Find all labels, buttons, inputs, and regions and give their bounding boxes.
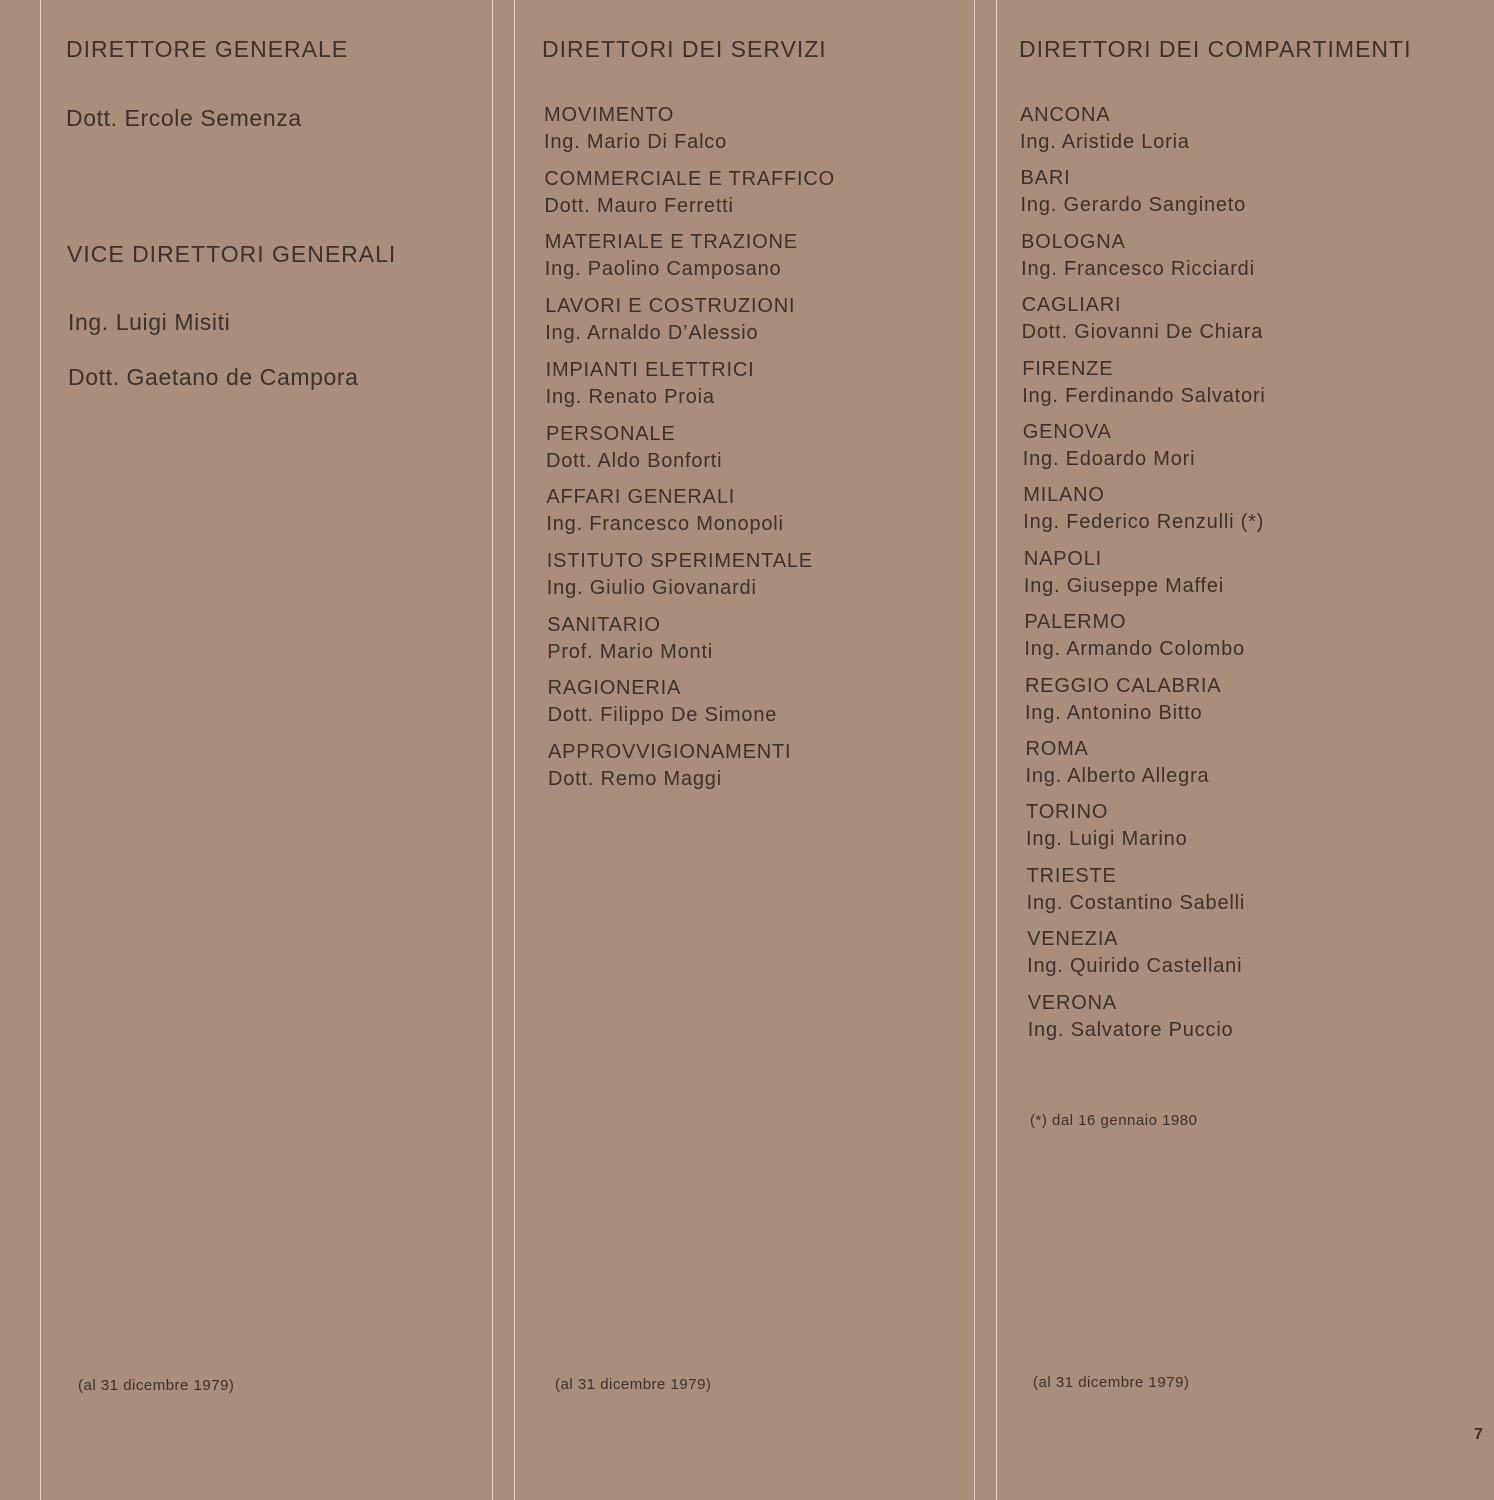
entry-title: COMMERCIALE E TRAFFICO	[544, 167, 835, 190]
page-number: 7	[1474, 1426, 1483, 1443]
list-item	[546, 421, 722, 475]
entry-title: ROMA	[1025, 738, 1089, 760]
entry-name: Ing. Alberto Allegra	[1025, 765, 1210, 787]
entry-title: MATERIALE E TRAZIONE	[544, 231, 798, 254]
entry-name: Ing. Edoardo Mori	[1022, 448, 1196, 470]
list-item	[1026, 736, 1210, 790]
list-item	[1022, 292, 1264, 346]
list-item	[1027, 926, 1242, 980]
entry-name: Dott. Filippo De Simone	[547, 704, 778, 727]
entry-title: ANCONA	[1020, 104, 1111, 126]
entry-title: APPROVVIGIONAMENTI	[548, 741, 792, 763]
entry-name: Ing. Armando Colombo	[1024, 638, 1245, 661]
entry-title: TORINO	[1026, 801, 1109, 824]
entry-title: TRIESTE	[1026, 864, 1117, 887]
entry-name: Ing. Paolino Camposano	[544, 258, 782, 281]
entry-name: Ing. Giuseppe Maffei	[1023, 574, 1225, 597]
entry-title: PERSONALE	[546, 422, 676, 445]
vice-directors-heading: VICE DIRETTORI GENERALI	[67, 241, 397, 267]
list-item	[1023, 482, 1264, 536]
entry-title: MOVIMENTO	[544, 104, 675, 126]
entry-name: Ing. Costantino Sabelli	[1026, 891, 1246, 914]
list-item	[1020, 102, 1190, 156]
list-item	[1025, 673, 1222, 727]
entry-name: Dott. Aldo Bonforti	[546, 449, 723, 472]
entry-name: Ing. Francesco Ricciardi	[1021, 257, 1255, 280]
list-item	[1021, 229, 1255, 283]
date-note: (al 31 dicembre 1979)	[1033, 1374, 1190, 1391]
entry-name: Ing. Luigi Marino	[1026, 828, 1188, 851]
entry-title: GENOVA	[1022, 421, 1112, 443]
list-item	[1022, 356, 1265, 410]
list-item	[544, 102, 727, 156]
entry-name: Ing. Renato Proia	[545, 385, 715, 408]
column-rule-1	[40, 0, 41, 1500]
vice-director-name: Dott. Gaetano de Campora	[68, 364, 359, 390]
list-item	[548, 675, 778, 729]
entry-title: RAGIONERIA	[547, 677, 682, 700]
list-item	[547, 548, 813, 602]
list-item	[544, 166, 835, 220]
entry-name: Dott. Giovanni De Chiara	[1021, 321, 1264, 344]
list-item	[545, 293, 795, 347]
entry-name: Prof. Mario Monti	[547, 640, 714, 663]
entry-title: VENEZIA	[1027, 928, 1119, 951]
entry-title: SANITARIO	[547, 613, 661, 636]
entry-title: FIRENZE	[1022, 357, 1114, 380]
entry-name: Ing. Giulio Giovanardi	[546, 576, 757, 599]
entry-name: Dott. Mauro Ferretti	[544, 194, 734, 217]
entry-title: BARI	[1020, 167, 1071, 190]
services-heading: DIRETTORI DEI SERVIZI	[542, 36, 827, 62]
entry-name: Ing. Francesco Monopoli	[546, 513, 784, 536]
entry-title: MILANO	[1023, 484, 1105, 507]
list-item	[1021, 165, 1247, 219]
entry-title: VERONA	[1027, 991, 1117, 1014]
footnote: (*) dal 16 gennaio 1980	[1030, 1112, 1198, 1129]
entry-name: Ing. Gerardo Sangineto	[1020, 194, 1247, 217]
date-note: (al 31 dicembre 1979)	[78, 1377, 235, 1394]
list-item	[1024, 546, 1224, 600]
list-item	[546, 484, 783, 538]
entry-name: Ing. Federico Renzulli (*)	[1023, 511, 1265, 534]
entry-name: Ing. Quirido Castellani	[1027, 955, 1243, 978]
column-rule-2	[492, 0, 493, 1500]
entry-title: LAVORI E COSTRUZIONI	[545, 295, 796, 318]
list-item	[1026, 799, 1187, 853]
column-rule-3	[514, 0, 515, 1500]
entry-name: Ing. Salvatore Puccio	[1027, 1018, 1234, 1041]
entry-title: NAPOLI	[1023, 547, 1103, 570]
general-director-heading: DIRETTORE GENERALE	[66, 36, 349, 62]
list-item	[1027, 863, 1246, 917]
column-rule-4	[974, 0, 975, 1500]
compartments-heading: DIRETTORI DEI COMPARTIMENTI	[1019, 36, 1412, 62]
entry-name: Dott. Remo Maggi	[548, 768, 722, 790]
entry-title: AFFARI GENERALI	[546, 486, 736, 509]
general-director-name: Dott. Ercole Semenza	[66, 105, 302, 131]
entry-name: Ing. Ferdinando Salvatori	[1022, 384, 1266, 407]
date-note: (al 31 dicembre 1979)	[555, 1376, 712, 1393]
column-rule-5	[996, 0, 997, 1500]
entry-title: PALERMO	[1024, 611, 1127, 634]
entry-title: CAGLIARI	[1021, 294, 1122, 317]
list-item	[548, 739, 791, 793]
list-item	[546, 357, 755, 411]
entry-name: Ing. Aristide Loria	[1020, 131, 1190, 153]
list-item	[545, 229, 798, 283]
vice-director-name: Ing. Luigi Misiti	[68, 309, 231, 335]
entry-name: Ing. Mario Di Falco	[544, 131, 728, 153]
entry-title: BOLOGNA	[1021, 230, 1126, 253]
entry-name: Ing. Antonino Bitto	[1024, 701, 1203, 724]
entry-title: REGGIO CALABRIA	[1024, 674, 1222, 697]
entry-title: ISTITUTO SPERIMENTALE	[546, 549, 813, 572]
entry-name: Ing. Arnaldo D’Alessio	[545, 322, 759, 345]
list-item	[547, 612, 713, 666]
entry-title: IMPIANTI ELETTRICI	[545, 358, 755, 381]
list-item	[1028, 990, 1234, 1044]
list-item	[1023, 419, 1196, 473]
list-item	[1024, 609, 1245, 663]
